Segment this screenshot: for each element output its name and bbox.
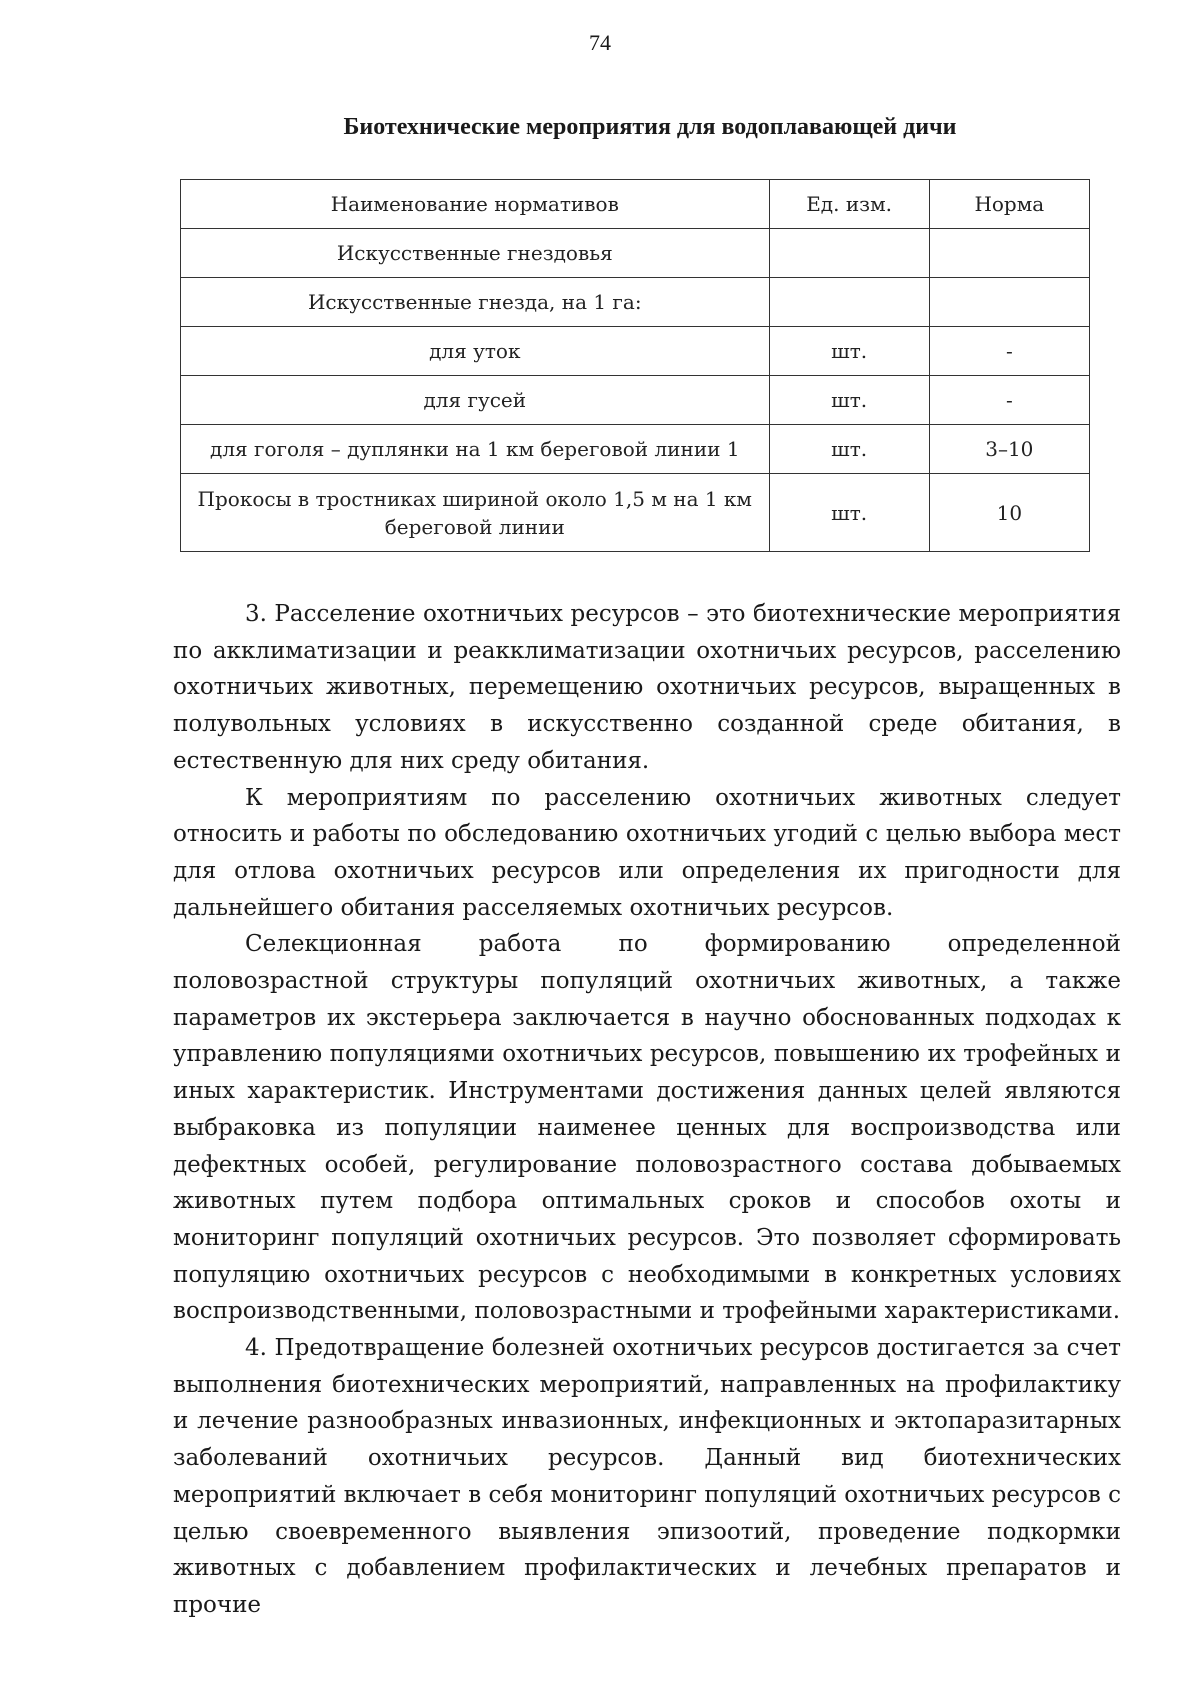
norms-table: [180, 179, 1090, 552]
row-name: для гусей: [181, 376, 770, 425]
header-unit: Ед. изм.: [769, 180, 929, 229]
row-name: Прокосы в тростниках шириной около 1,5 м на 1 км береговой линии: [181, 474, 770, 552]
table-row: [181, 474, 1090, 552]
header-norm: Норма: [929, 180, 1089, 229]
table-header-row: [181, 180, 1090, 229]
paragraph: 3. Расселение охотничьих ресурсов – это биотехнические мероприятия по акклиматизации и реакклиматизации охотничьих ресурсов, расселению охотничьих животных, перемещению охотничьих ресурсов, выращенных в полувольных условиях в искусственно созданной среде обитания, в естественную для них среду обитания.: [173, 601, 1121, 774]
paragraph: 4. Предотвращение болезней охотничьих ресурсов достигается за счет выполнения биотехнических мероприятий, направленных на профилактику и лечение разнообразных инвазионных, инфекционных и эктопаразитарных заболеваний охотничьих ресурсов. Данный вид биотехнических мероприятий включает в себя мониторинг популяций охотничьих ресурсов с целью своевременного выявления эпизоотий, проведение подкормки животных с добавлением профилактических и лечебных препаратов и прочие: [173, 1335, 1121, 1618]
body-text: [173, 596, 1121, 1624]
row-unit: шт.: [769, 327, 929, 376]
table-row: [181, 229, 1090, 278]
row-unit: шт.: [769, 376, 929, 425]
row-name: Искусственные гнезда, на 1 га:: [181, 278, 770, 327]
row-unit: [769, 229, 929, 278]
row-norm: [929, 278, 1089, 327]
row-unit: [769, 278, 929, 327]
table-title: Биотехнические мероприятия для водоплавающей дичи: [343, 114, 957, 140]
table-row: [181, 425, 1090, 474]
table-row: [181, 376, 1090, 425]
row-norm: -: [929, 327, 1089, 376]
table-row: [181, 327, 1090, 376]
paragraph: К мероприятиям по расселению охотничьих животных следует относить и работы по обследованию охотничьих угодий с целью выбора мест для отлова охотничьих ресурсов или определения их пригодности для дальнейшего обитания расселяемых охотничьих ресурсов.: [173, 784, 1121, 921]
row-norm: [929, 229, 1089, 278]
row-name: для гоголя – дуплянки на 1 км береговой линии 1: [181, 425, 770, 474]
row-name: для уток: [181, 327, 770, 376]
header-name: Наименование нормативов: [181, 180, 770, 229]
row-norm: -: [929, 376, 1089, 425]
row-norm: 10: [929, 474, 1089, 552]
table-row: [181, 278, 1090, 327]
row-unit: шт.: [769, 425, 929, 474]
row-unit: шт.: [769, 474, 929, 552]
paragraph: Селекционная работа по формированию определенной половозрастной структуры популяций охотничьих животных, а также параметров их экстерьера заключается в научно обоснованных подходах к управлению популяциями охотничьих ресурсов, повышению их трофейных и иных характеристик. Инструментами достижения данных целей являются выбраковка из популяции наименее ценных для воспроизводства или дефектных особей, регулирование половозрастного состава добываемых животных путем подбора оптимальных сроков и способов охоты и мониторинг популяций охотничьих ресурсов. Это позволяет сформировать популяцию охотничьих ресурсов с необходимыми в конкретных условиях воспроизводственными, половозрастными и трофейными характеристиками.: [173, 931, 1121, 1325]
row-name: Искусственные гнездовья: [181, 229, 770, 278]
row-norm: 3–10: [929, 425, 1089, 474]
page-number: 74: [589, 30, 611, 55]
